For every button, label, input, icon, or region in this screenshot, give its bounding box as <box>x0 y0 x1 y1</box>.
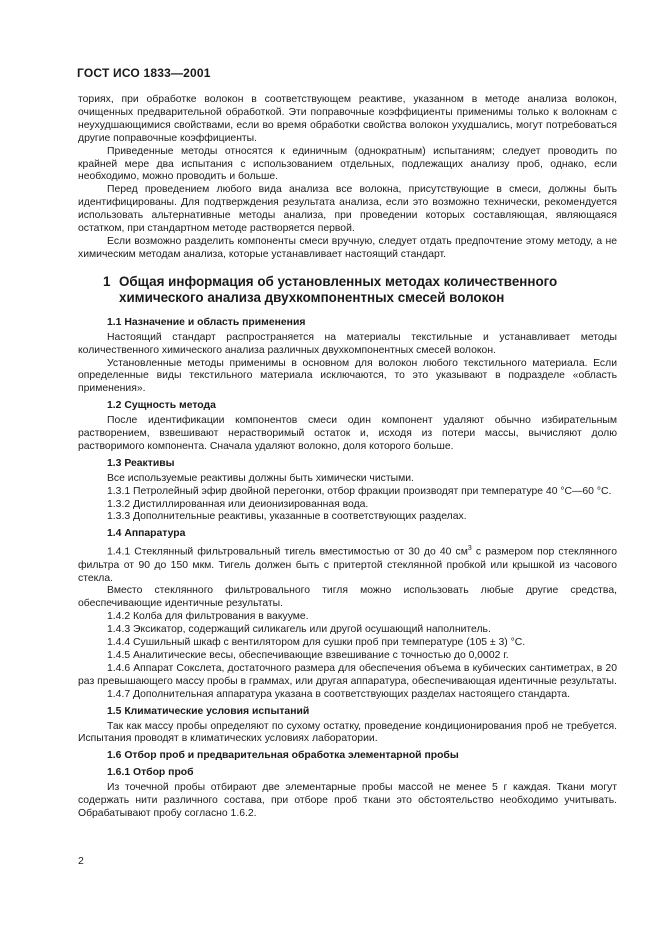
paragraph: 1.4.4 Сушильный шкаф с вентилятором для сушки проб при температуре (105 ± 3) °С. <box>107 637 526 649</box>
superscript: 3 <box>467 545 472 553</box>
subsection-heading: 1.4 Аппаратура <box>107 528 186 540</box>
text-run: 1.4.1 Стеклянный фильтровальный тигель вместимостью от 30 до 40 см <box>107 546 468 558</box>
paragraph: Установленные методы применимы в основном для волокон любого текстильного материала. Если определенные виды текстильного материала исключаются, то это указывают в подразделе «область применения». <box>78 357 617 395</box>
paragraph: 1.4.6 Аппарат Сокслета, достаточного размера для обеспечения объема в кубических сантиметрах, в 20 раз превышающего массу пробы в граммах, или другая аппаратура, обеспечивающая идентичные результаты. <box>78 662 617 687</box>
paragraph: 1.3.1 Петролейный эфир двойной перегонки, отбор фракции производят при температуре 40 °С—60 °С. <box>107 485 612 497</box>
subsection-heading: 1.3 Реактивы <box>107 457 175 469</box>
paragraph: 1.4.3 Эксикатор, содержащий силикагель или другой осушающий наполнитель. <box>107 624 491 636</box>
paragraph: Настоящий стандарт распространяется на материалы текстильные и устанавливает методы количественного химического анализа различных двухкомпонентных смесей волокон. <box>78 331 617 356</box>
paragraph: Приведенные методы относятся к единичным (однократным) испытаниям; следует проводить по крайней мере два испытания с использованием отдельных, подлежащих анализу проб, однако, если необходимо, можно проводить и больше. <box>78 145 617 183</box>
section-heading <box>78 274 617 306</box>
paragraph: Из точечной пробы отбирают две элементарные пробы массой не менее 5 г каждая. Ткани могут содержать нити различного состава, при отборе проб ткани это обстоятельство необходимо учитывать. Обрабатывают пробу согласно 1.6.2. <box>78 782 617 819</box>
paragraph: 1.4.2 Колба для фильтрования в вакууме. <box>107 611 309 623</box>
paragraph <box>78 543 617 585</box>
page-number: 2 <box>78 856 84 867</box>
paragraph: Вместо стеклянного фильтровального тигля можно использовать любые другие средства, обеспечивающие идентичные результаты. <box>78 585 617 610</box>
subsection-heading: 1.6.1 Отбор проб <box>107 767 194 779</box>
paragraph: ториях, при обработке волокон в соответствующем реактиве, указанном в методе анализа волокон, очищенных предварительной обработкой. Эти поправочные коэффициенты применимы только к волокнам с неухудшающимися свойствами, если во время обработки свойства волокон ухудшались, могут потребоваться другие поправочные коэффициенты. <box>78 94 617 144</box>
subsection-heading: 1.1 Назначение и область применения <box>107 316 306 328</box>
paragraph: После идентификации компонентов смеси один компонент удаляют обычно избирательным растворением, взвешивают нерастворимый остаток и, исходя из потери массы, вычисляют долю растворимого компонента. Сначала удаляют волокно, доля которого больше. <box>78 415 617 452</box>
paragraph: 1.4.7 Дополнительная аппаратура указана в соответствующих разделах настоящего стандарта. <box>107 688 571 700</box>
paragraph: Так как массу пробы определяют по сухому остатку, проведение кондиционирования проб не требуется. Испытания проводят в климатических условиях лаборатории. <box>78 720 617 745</box>
subsection-heading: 1.6 Отбор проб и предварительная обработка элементарной пробы <box>107 750 459 762</box>
paragraph: Перед проведением любого вида анализа все волокна, присутствующие в смеси, должны быть идентифицированы. Для подтверждения результата анализа, если это возможно технически, рекомендуется использовать альтернативные методы анализа, при проведении которых составляющая, являющаяся остатком, при стандартном методе растворяется первой. <box>78 184 617 235</box>
text-run: с размером пор стеклянного фильтра от 90 до 150 мкм. Тигель должен быть с притертой стеклянной пробкой или крышкой из часового стекла. <box>78 546 617 584</box>
document-body <box>78 94 617 821</box>
section-number: 1 <box>103 273 111 289</box>
paragraph: Все используемые реактивы должны быть химически чистыми. <box>107 472 414 484</box>
paragraph: 1.3.3 Дополнительные реактивы, указанные в соответствующих разделах. <box>107 511 467 523</box>
subsection-heading: 1.5 Климатические условия испытаний <box>107 705 310 717</box>
document-header: ГОСТ ИСО 1833—2001 <box>77 66 211 80</box>
paragraph: 1.4.5 Аналитические весы, обеспечивающие взвешивание с точностью до 0,0002 г. <box>107 650 509 661</box>
paragraph: 1.3.2 Дистиллированная или деионизированная вода. <box>107 498 369 510</box>
paragraph: Если возможно разделить компоненты смеси вручную, следует отдать предпочтение этому методу, а не химическим методам анализа, которые устанавливает настоящий стандарт. <box>78 235 617 260</box>
subsection-heading: 1.2 Сущность метода <box>107 400 216 412</box>
section-title: Общая информация об установленных методах количественного химического анализа двухкомпонентных смесей волокон <box>119 273 558 305</box>
